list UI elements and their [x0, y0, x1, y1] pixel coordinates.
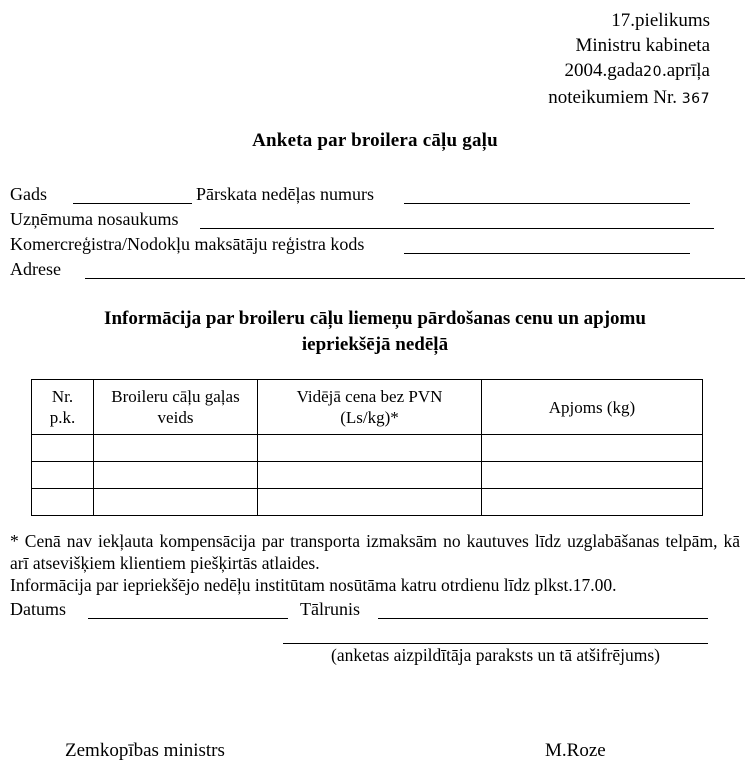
header-regulation-prefix: noteikumiem Nr.	[548, 87, 678, 108]
footnote-block	[10, 530, 740, 596]
header-regulation-number: 367	[681, 91, 710, 107]
table-cell-volume[interactable]	[482, 489, 703, 516]
field-input-datums[interactable]	[88, 618, 288, 619]
minister-title: Zemkopības ministrs	[65, 740, 225, 761]
header-date-suffix: .aprīļa	[661, 60, 710, 81]
table-cell-average-price[interactable]	[258, 435, 482, 462]
field-label-gads: Gads	[10, 184, 47, 204]
field-label-registra-kods: Komercreģistra/Nodokļu maksātāju reģistra kods	[10, 234, 365, 254]
field-label-adrese: Adrese	[10, 259, 61, 279]
table-body	[32, 435, 703, 516]
table-header-nr	[32, 380, 94, 435]
header-line-regulation	[548, 85, 710, 112]
section-title	[40, 306, 710, 358]
table-header-meat-type	[94, 380, 258, 435]
header-line-annex: 17.pielikums	[611, 10, 710, 31]
table-cell-meat-type[interactable]	[94, 489, 258, 516]
field-input-talrunis[interactable]	[378, 618, 708, 619]
footnote-submission-note: Informācija par iepriekšējo nedēļu institūtam nosūtāma katru otrdienu līdz plkst.17.00.	[10, 575, 617, 595]
header-line-date	[548, 58, 710, 85]
signature-caption: (anketas aizpildītāja paraksts un tā atšifrējums)	[331, 645, 660, 665]
field-input-adrese[interactable]	[85, 278, 745, 279]
header-line-authority: Ministru kabineta	[575, 35, 710, 56]
table-header-meat-type-line-2: veids	[157, 408, 194, 427]
field-input-uznemuma-nosaukums[interactable]	[200, 228, 714, 229]
table-cell-average-price[interactable]	[258, 489, 482, 516]
table-cell-meat-type[interactable]	[94, 435, 258, 462]
table-header-average-price-line-2: (Ls/kg)*	[340, 408, 399, 427]
table-row	[32, 489, 703, 516]
header-date-prefix: 2004.gada	[564, 60, 644, 81]
table-cell-meat-type[interactable]	[94, 462, 258, 489]
table-cell-nr[interactable]	[32, 489, 94, 516]
table-cell-average-price[interactable]	[258, 462, 482, 489]
field-input-gads[interactable]	[73, 203, 192, 204]
table-header-nr-line-1: Nr.	[51, 387, 74, 406]
table-cell-nr[interactable]	[32, 462, 94, 489]
table-cell-nr[interactable]	[32, 435, 94, 462]
table-header-volume: Apjoms (kg)	[482, 380, 703, 435]
section-title-line-1: Informācija par broileru cāļu liemeņu pārdošanas cenu un apjomu	[104, 308, 646, 329]
document-header	[548, 8, 710, 112]
table-row	[32, 462, 703, 489]
page-title: Anketa par broilera cāļu gaļu	[252, 130, 498, 151]
table-header-meat-type-line-1: Broileru cāļu gaļas	[111, 387, 240, 406]
table-row	[32, 435, 703, 462]
signature-area	[0, 598, 750, 678]
field-label-talrunis: Tālrunis	[300, 599, 360, 619]
price-volume-table	[31, 379, 703, 516]
field-label-uznemuma-nosaukums: Uzņēmuma nosaukums	[10, 209, 179, 229]
field-input-registra-kods[interactable]	[404, 253, 690, 254]
form-fields	[0, 183, 750, 283]
footnote-price-note: * Cenā nav iekļauta kompensācija par transporta izmaksām no kautuves līdz uzglabāšanas telpām, kā arī atsevišķiem klientiem piešķirtās atlaides.	[10, 531, 740, 573]
field-input-signature[interactable]	[283, 643, 708, 644]
header-date-day: 20	[643, 64, 662, 80]
section-title-line-2: iepriekšējā nedēļā	[301, 334, 449, 355]
table-header-row	[32, 380, 703, 435]
table-header-average-price	[258, 380, 482, 435]
table-header-average-price-line-1: Vidējā cena bez PVN	[296, 387, 443, 406]
field-label-parskata-nedelas-numurs: Pārskata nedēļas numurs	[196, 184, 374, 204]
table-cell-volume[interactable]	[482, 435, 703, 462]
field-label-datums: Datums	[10, 599, 66, 619]
table-header-nr-line-2: p.k.	[49, 408, 76, 427]
field-input-parskata-nedelas-numurs[interactable]	[404, 203, 690, 204]
table-cell-volume[interactable]	[482, 462, 703, 489]
minister-row	[0, 740, 750, 768]
minister-name: M.Roze	[545, 740, 606, 761]
